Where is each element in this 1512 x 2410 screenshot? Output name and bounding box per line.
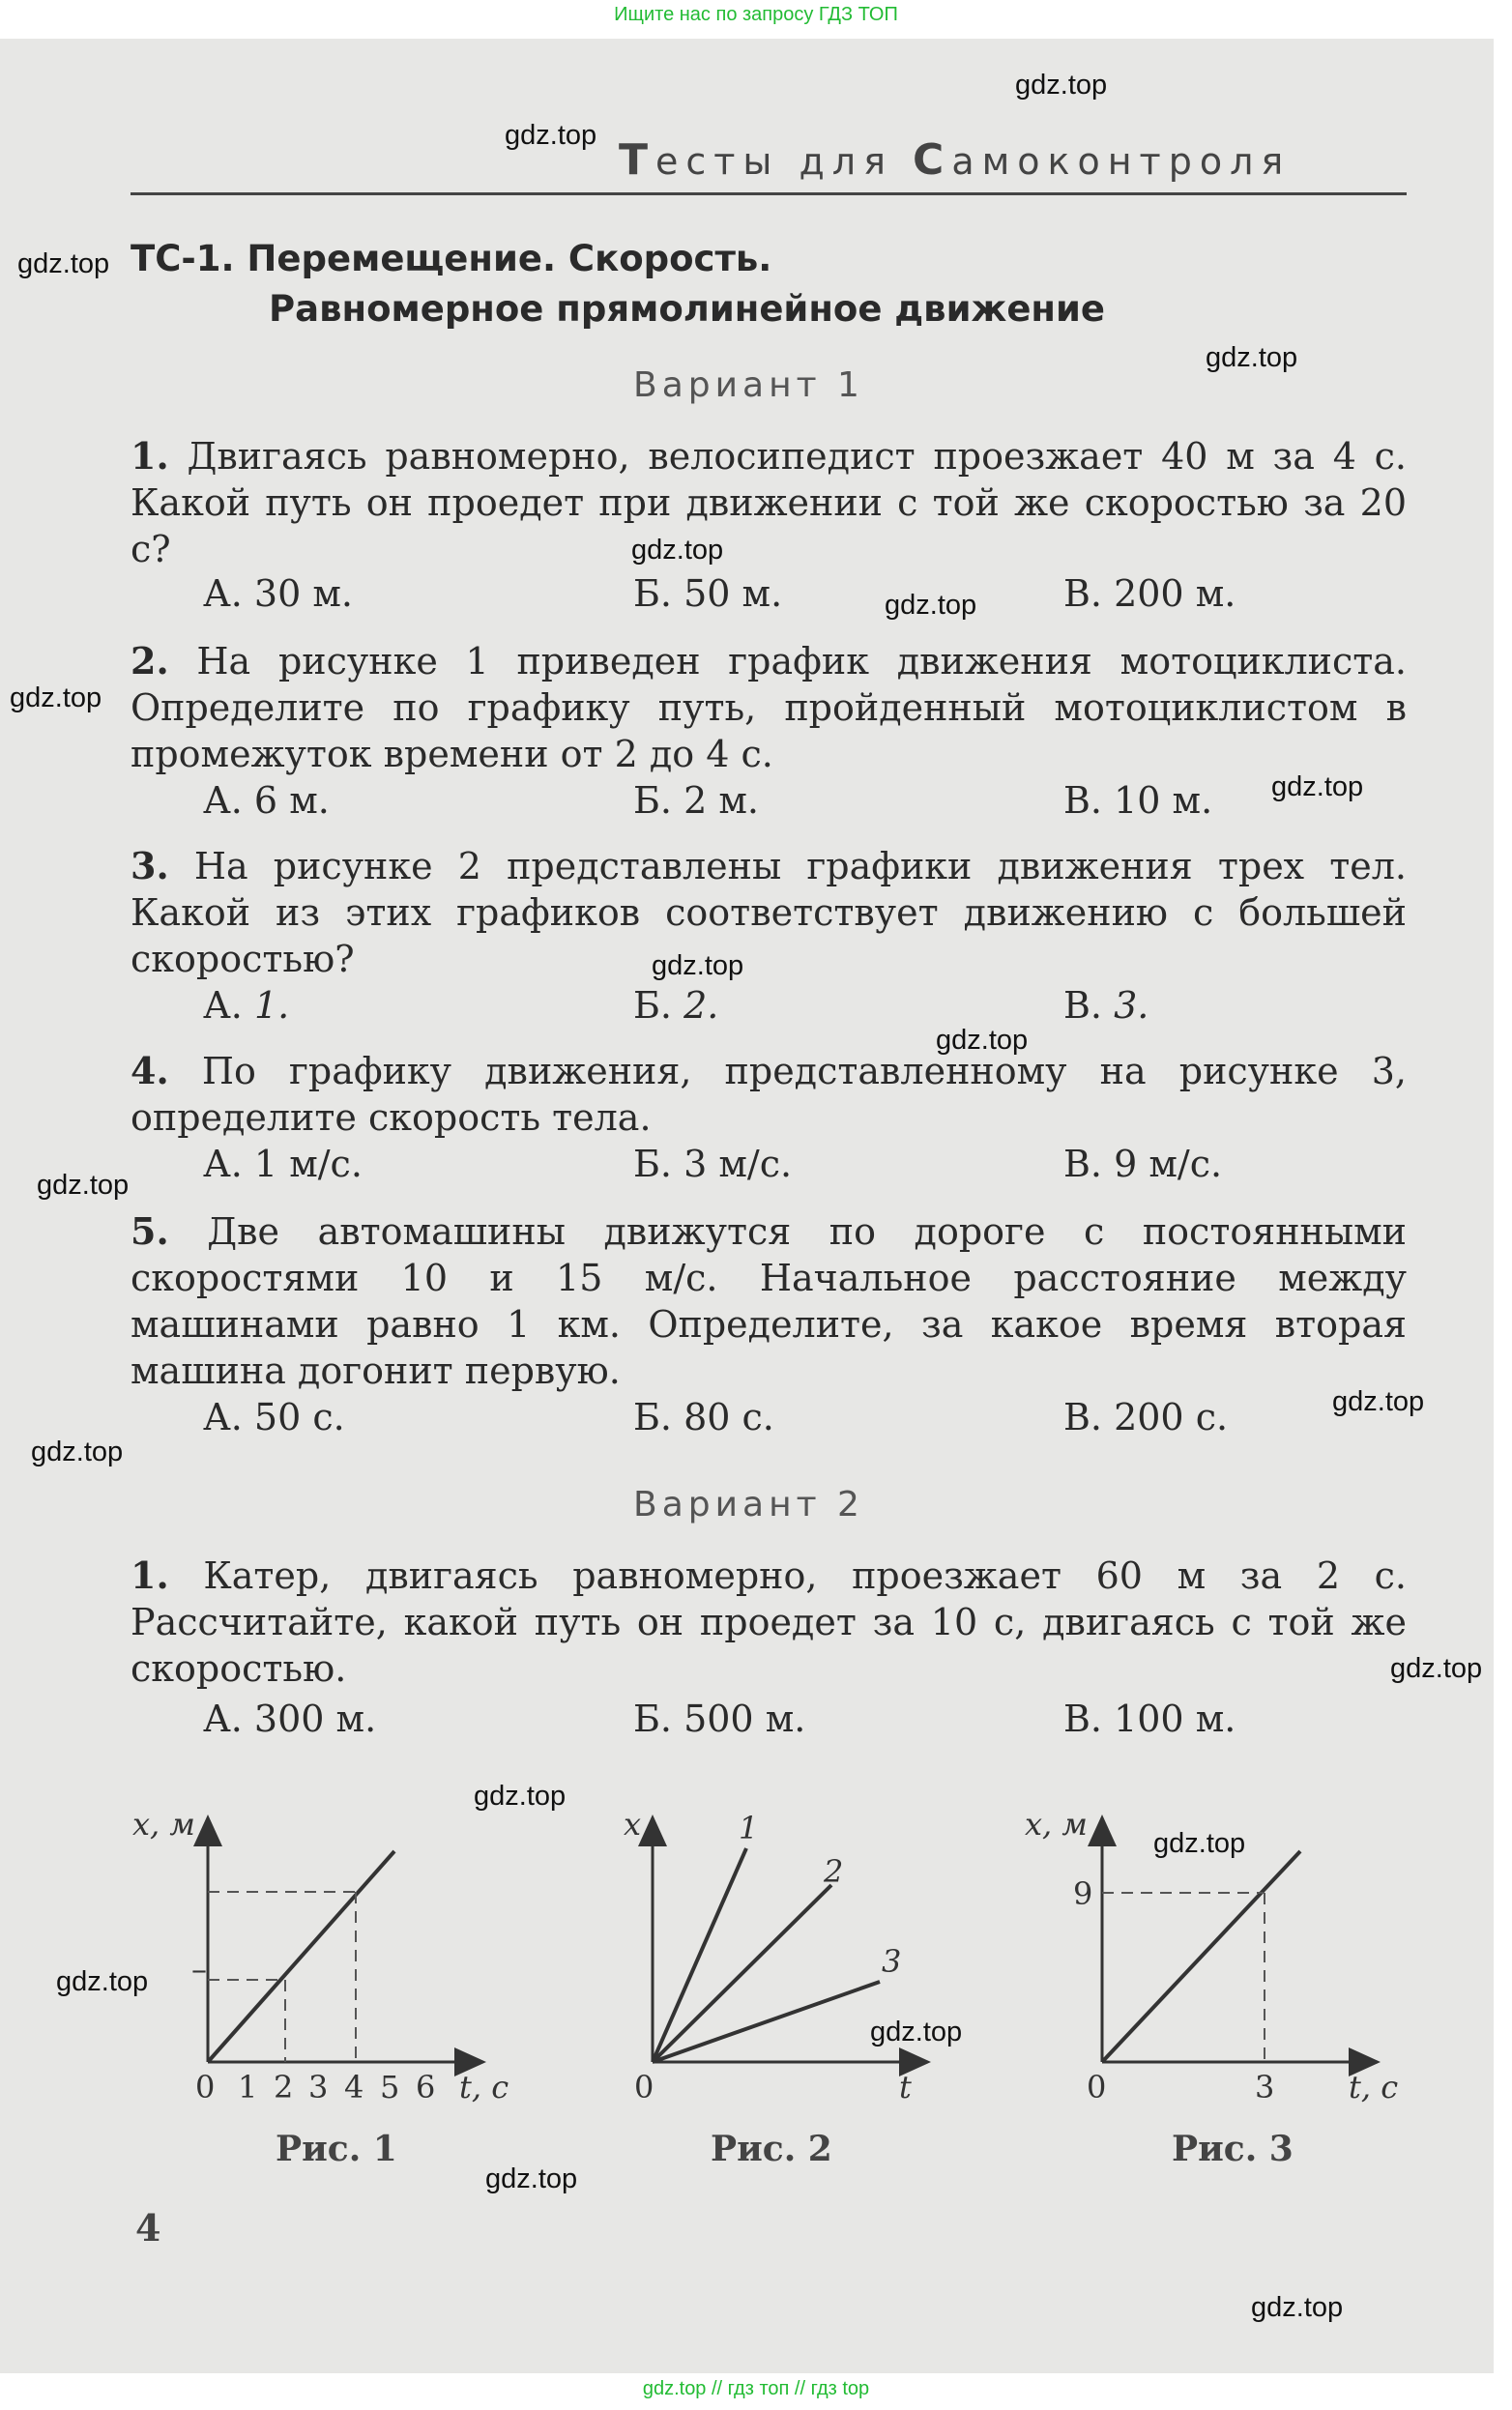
- x-tick-label: 3: [1255, 2069, 1275, 2105]
- question-3: 3. На рисунке 2 представлены графики движения трех тел. Какой из этих графиков соответствует движению с большей скоростью?: [131, 844, 1407, 980]
- answer-a: А. 6 м.: [203, 779, 330, 822]
- line-3: [653, 1982, 880, 2062]
- watermark: gdz.top: [870, 2017, 963, 2047]
- figure-3-caption: Рис. 3: [1172, 2129, 1294, 2169]
- answer-b: Б. 80 с.: [633, 1396, 774, 1438]
- variant-2-title: Вариант 2: [633, 1485, 864, 1524]
- watermark: gdz.top: [10, 682, 102, 713]
- motion-line: [1102, 1851, 1300, 2062]
- answer-b: Б. 2 м.: [633, 779, 759, 822]
- origin-label: 0: [195, 2069, 216, 2105]
- answer-b: Б. 500 м.: [633, 1698, 806, 1740]
- line-2: [653, 1885, 831, 2062]
- y-axis-label: x: [624, 1806, 642, 1843]
- watermark: gdz.top: [474, 1781, 567, 1812]
- y-axis-label: x, м: [132, 1806, 195, 1843]
- answer-c: В. 200 с.: [1063, 1396, 1229, 1438]
- x-tick-label: 6: [416, 2069, 436, 2105]
- watermark: gdz.top: [485, 2163, 578, 2194]
- x-tick-label: 1: [238, 2069, 258, 2105]
- line-label: 2: [824, 1853, 844, 1890]
- question-5: 5. Две автомашины движутся по дороге с постоянными скоростями 10 и 15 м/с. Начальное расстояние между машинами равно 1 км. Определите, за какое время вторая машина догонит первую.: [131, 1209, 1407, 1392]
- watermark: gdz.top: [37, 1170, 130, 1201]
- answer-a: А. 1 м/с.: [203, 1143, 363, 1185]
- section-title: Тесты для Самоконтроля: [619, 135, 1292, 185]
- y-tick-label: 9: [1073, 1875, 1093, 1912]
- test-heading: ТС-1. Перемещение. Скорость.: [131, 238, 772, 279]
- x-tick-label: 2: [274, 2069, 294, 2105]
- y-tick-mark: –: [191, 1951, 207, 1988]
- watermark: gdz.top: [1153, 1828, 1246, 1859]
- answer-b: Б. 50 м.: [633, 572, 783, 615]
- answer-a: А. 1.: [203, 984, 290, 1027]
- watermark: gdz.top: [31, 1437, 124, 1467]
- x-tick-label: 4: [344, 2069, 364, 2105]
- answer-b: Б. 3 м/с.: [633, 1143, 793, 1185]
- question-1: 1. Двигаясь равномерно, велосипедист проезжает 40 м за 4 с. Какой путь он проедет при движении с той же скоростью за 20 с?: [131, 434, 1407, 570]
- watermark: gdz.top: [652, 950, 744, 981]
- bottom-banner: gdz.top // гдз топ // гдз top: [642, 2378, 870, 2399]
- answer-c: В. 100 м.: [1063, 1698, 1236, 1740]
- x-tick-label: 5: [380, 2069, 400, 2105]
- x-tick-label: 3: [308, 2069, 329, 2105]
- answer-c: В. 3.: [1063, 984, 1149, 1027]
- watermark: gdz.top: [1015, 70, 1108, 101]
- watermark: gdz.top: [1206, 342, 1298, 373]
- top-banner: Ищите нас по запросу ГДЗ ТОП: [614, 4, 898, 25]
- answer-c: В. 200 м.: [1063, 572, 1236, 615]
- origin-label: 0: [634, 2069, 654, 2105]
- page-number: 4: [135, 2206, 161, 2250]
- watermark: gdz.top: [17, 248, 110, 279]
- test-subheading: Равномерное прямолинейное движение: [269, 288, 1106, 330]
- answer-a: А. 300 м.: [203, 1698, 377, 1740]
- answer-b: Б. 2.: [633, 984, 719, 1027]
- question-2: 2. На рисунке 1 приведен график движения мотоциклиста. Определите по графику путь, пройденный мотоциклистом в промежуток времени от 2 до 4 с.: [131, 639, 1407, 775]
- x-axis-label: t: [899, 2069, 912, 2105]
- watermark: gdz.top: [936, 1025, 1029, 1056]
- x-axis-label: t, с: [1349, 2069, 1399, 2105]
- answer-c: В. 10 м.: [1063, 779, 1213, 822]
- question-v2-1: 1. Катер, двигаясь равномерно, проезжает 60 м за 2 с. Рассчитайте, какой путь он проедет за 10 с, двигаясь с той же скоростью.: [131, 1553, 1407, 1690]
- answer-c: В. 9 м/с.: [1063, 1143, 1223, 1185]
- line-label: 1: [739, 1810, 759, 1846]
- watermark: gdz.top: [56, 1966, 149, 1997]
- motion-line: [208, 1851, 394, 2062]
- line-label: 3: [882, 1943, 902, 1980]
- watermark: gdz.top: [885, 590, 977, 621]
- y-axis-label: x, м: [1025, 1806, 1088, 1843]
- figure-1-caption: Рис. 1: [276, 2129, 397, 2169]
- figure-3-graph: [1025, 1806, 1398, 2105]
- watermark: gdz.top: [1332, 1386, 1425, 1417]
- answer-a: А. 50 с.: [203, 1396, 345, 1438]
- figure-2-graph: [624, 1806, 928, 2105]
- line-1: [653, 1848, 746, 2062]
- question-4: 4. По графику движения, представленному на рисунке 3, определите скорость тела.: [131, 1049, 1407, 1139]
- watermark: gdz.top: [631, 535, 724, 566]
- watermark: gdz.top: [1271, 771, 1364, 802]
- x-axis-label: t, с: [459, 2069, 509, 2105]
- figure-2-caption: Рис. 2: [711, 2129, 832, 2169]
- origin-label: 0: [1087, 2069, 1107, 2105]
- watermark: gdz.top: [505, 120, 597, 151]
- figure-1-graph: [132, 1806, 509, 2105]
- answer-a: А. 30 м.: [203, 572, 354, 615]
- variant-1-title: Вариант 1: [633, 365, 864, 405]
- watermark: gdz.top: [1390, 1653, 1483, 1684]
- watermark: gdz.top: [1251, 2292, 1344, 2323]
